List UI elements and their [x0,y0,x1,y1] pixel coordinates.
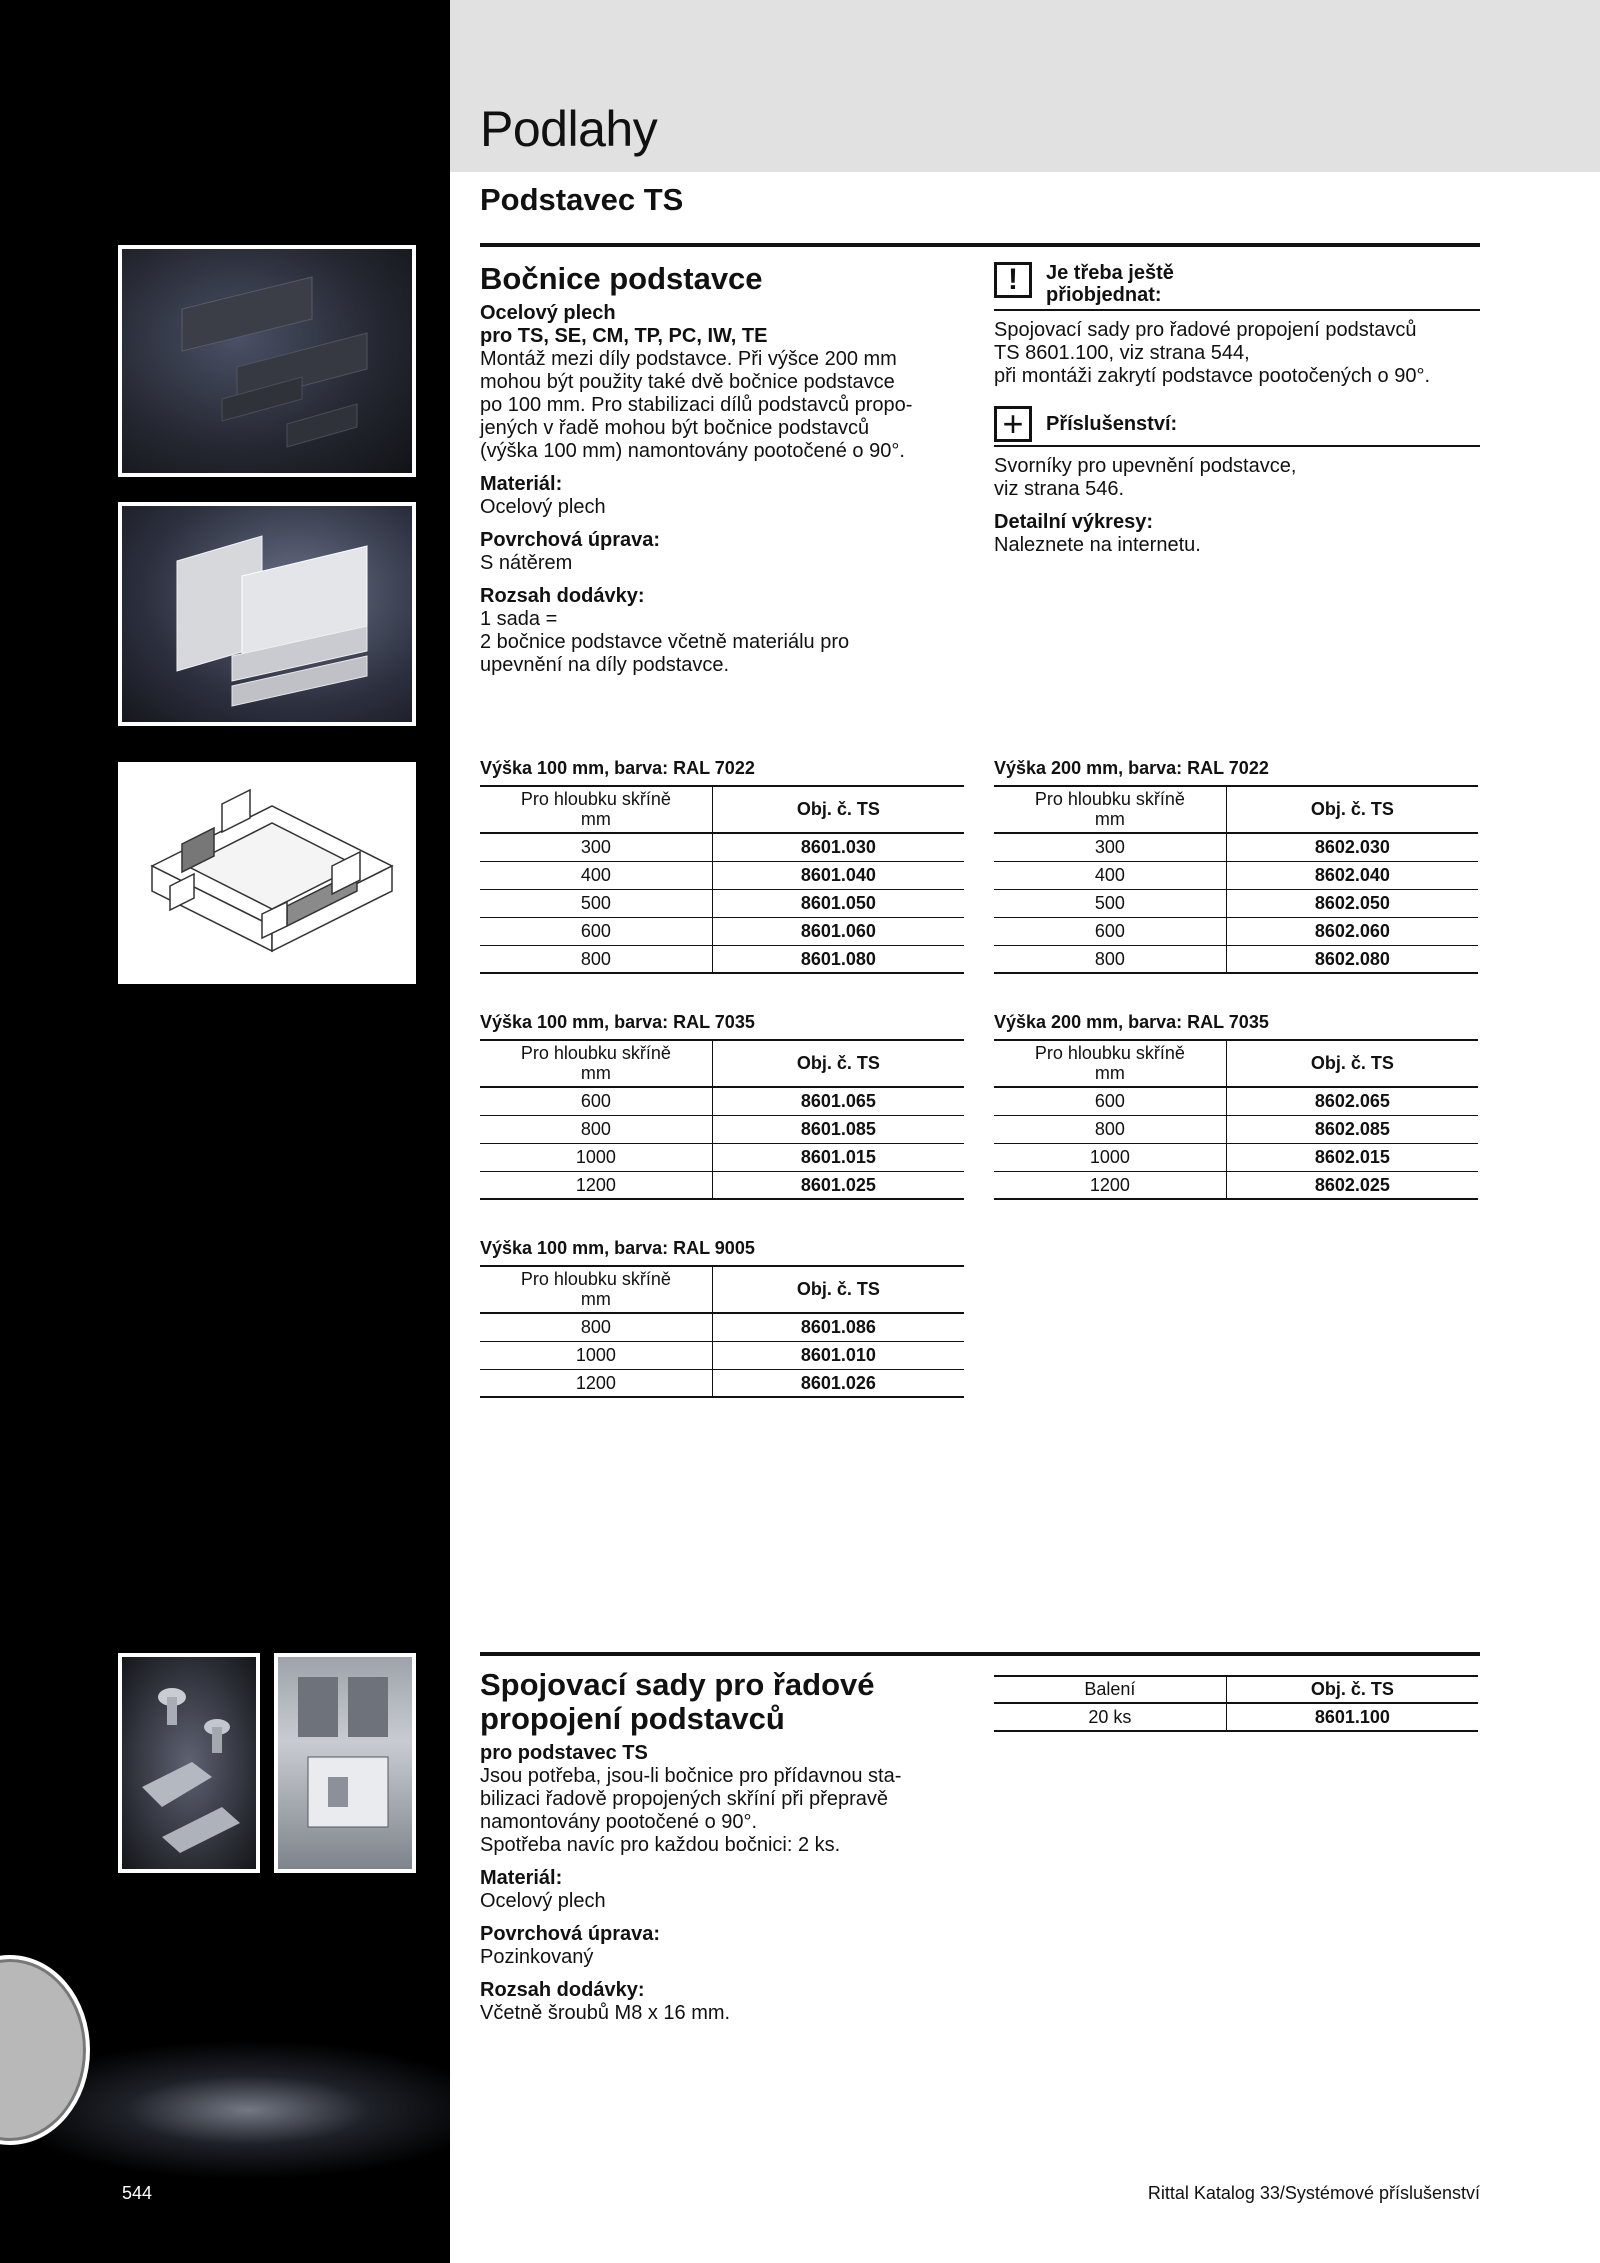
order-number-cell: 8601.015 [712,1143,964,1171]
table-row [480,917,964,945]
col-depth-header [480,1266,712,1313]
table-row [994,917,1478,945]
depth-cell: 300 [480,833,712,861]
depth-cell: 1200 [994,1171,1226,1199]
table-row [480,1341,964,1369]
order-number-cell: 8601.060 [712,917,964,945]
accessory-heading [994,403,1480,447]
header-line: Pro hloubku skříně [520,789,671,809]
description-line: Jsou potřeba, jsou-li bočnice pro přídavnou sta- [480,1765,902,1787]
col-depth-header [994,1040,1226,1087]
surface-value: S nátěrem [480,552,573,574]
delivery-line: upevnění na díly podstavce. [480,654,730,676]
order-number-cell: 8601.030 [712,833,964,861]
order-table [480,1039,964,1200]
catalog-footer: Rittal Katalog 33/Systémové příslušenství [1147,2183,1480,2203]
order-number-cell: 8601.065 [712,1087,964,1115]
order-table [994,1675,1478,1732]
description [480,1765,970,1857]
depth-cell: 800 [480,945,712,973]
delivery-label: Rozsah dodávky: [480,1979,645,2001]
compatibility: pro podstavec TS [480,1742,648,1764]
depth-cell: 1200 [480,1171,712,1199]
heading-line: propojení podstavců [480,1701,785,1736]
section-heading [480,1668,970,1736]
order-note-line: TS 8601.100, viz strana 544, [994,342,1250,364]
surface-value: Pozinkovaný [480,1946,594,1968]
accessory-title: Příslušenství: [1046,413,1178,435]
table-h100-ral9005 [480,1237,964,1398]
table-h200-ral7022 [994,757,1478,974]
accessory-line: Svorníky pro upevnění podstavce, [994,455,1297,477]
table-h200-ral7035 [994,1011,1478,1200]
order-number-cell: 8602.065 [1226,1087,1478,1115]
table-row [480,889,964,917]
description-line: Spotřeba navíc pro každou bočnici: 2 ks. [480,1834,841,1856]
col-order-header: Obj. č. TS [712,1266,964,1313]
depth-cell: 600 [994,1087,1226,1115]
depth-cell: 600 [994,917,1226,945]
table-row [994,1143,1478,1171]
order-number-cell: 8601.010 [712,1341,964,1369]
table-row [480,1143,964,1171]
order-number-cell: 8602.085 [1226,1115,1478,1143]
col-pack-header: Balení [994,1676,1226,1703]
material-label: Materiál: [480,1867,563,1889]
material-value: Ocelový plech [480,1890,606,1912]
order-number-cell: 8601.026 [712,1369,964,1397]
material-type: Ocelový plech [480,302,616,324]
depth-cell: 600 [480,1087,712,1115]
order-number-cell: 8602.050 [1226,889,1478,917]
description-line: Montáž mezi díly podstavce. Při výšce 200 mm [480,348,897,370]
page-subtitle: Podstavec TS [480,182,684,217]
compatibility: pro TS, SE, CM, TP, PC, IW, TE [480,325,768,347]
order-number-cell: 8601.100 [1226,1703,1478,1731]
header-line: mm [580,1063,611,1083]
table-row [994,945,1478,973]
description-line: po 100 mm. Pro stabilizaci dílů podstavců propo- [480,394,913,416]
table-row [480,1369,964,1397]
order-note-title-line: Je třeba ještě [1046,262,1174,284]
order-number-cell: 8601.086 [712,1313,964,1341]
depth-cell: 1200 [480,1369,712,1397]
order-number-cell: 8601.040 [712,861,964,889]
order-number-cell: 8602.025 [1226,1171,1478,1199]
depth-cell: 500 [994,889,1226,917]
heading-line: Spojovací sady pro řadové [480,1667,875,1702]
header-line: mm [1094,1063,1125,1083]
pack-cell: 20 ks [994,1703,1226,1731]
order-note-title-line: přiobjednat: [1046,284,1162,306]
delivery-value [480,608,950,677]
depth-cell: 400 [480,861,712,889]
col-order-header: Obj. č. TS [1226,1676,1478,1703]
table-h100-ral7035 [480,1011,964,1200]
delivery-line: 1 sada = [480,608,558,630]
header-line: Pro hloubku skříně [1034,1043,1185,1063]
order-note-line: Spojovací sady pro řadové propojení podstavců [994,319,1417,341]
order-number-cell: 8601.050 [712,889,964,917]
accessory-line: viz strana 546. [994,478,1125,500]
section-plinth-panels [480,262,950,677]
top-rule [480,243,1480,247]
depth-cell: 800 [480,1313,712,1341]
depth-cell: 1000 [480,1143,712,1171]
description-line: bilizaci řadově propojených skříní při přepravě [480,1788,888,1810]
order-table [480,785,964,974]
table-row [480,1115,964,1143]
table-row [994,833,1478,861]
plinth-diagram [118,762,416,984]
table-row [480,1171,964,1199]
col-depth-header [480,786,712,833]
table-row [994,1115,1478,1143]
table-row [480,1087,964,1115]
exclamation-icon: ! [994,262,1032,298]
table-row [480,945,964,973]
header-line: mm [1094,809,1125,829]
depth-cell: 1000 [994,1143,1226,1171]
table-row [480,861,964,889]
order-number-cell: 8601.085 [712,1115,964,1143]
drawings-label: Detailní výkresy: [994,511,1153,533]
table-row [994,889,1478,917]
table-caption: Výška 200 mm, barva: RAL 7035 [994,1012,1269,1032]
col-order-header: Obj. č. TS [712,1040,964,1087]
depth-cell: 600 [480,917,712,945]
col-order-header: Obj. č. TS [1226,1040,1478,1087]
table-row [480,1313,964,1341]
product-photo-assembly [274,1653,416,1873]
description-line: jených v řadě mohou být bočnice podstavců [480,417,870,439]
depth-cell: 400 [994,861,1226,889]
order-table [994,1039,1478,1200]
col-depth-header [994,786,1226,833]
table-row [480,833,964,861]
surface-label: Povrchová úprava: [480,529,661,551]
order-number-cell: 8602.060 [1226,917,1478,945]
header-line: mm [580,809,611,829]
page-number: 544 [122,2183,153,2203]
table-caption: Výška 100 mm, barva: RAL 7035 [480,1012,755,1032]
order-number-cell: 8601.080 [712,945,964,973]
product-photo-screws [118,1653,260,1873]
order-table [994,785,1478,974]
table-row [994,1171,1478,1199]
order-number-cell: 8602.015 [1226,1143,1478,1171]
section-baying-kits [480,1668,970,2025]
product-photo-light-panels [118,502,416,726]
col-order-header: Obj. č. TS [1226,786,1478,833]
delivery-label: Rozsah dodávky: [480,585,645,607]
section-heading: Bočnice podstavce [480,261,763,296]
table-caption: Výška 100 mm, barva: RAL 7022 [480,758,755,778]
header-line: Pro hloubku skříně [520,1269,671,1289]
col-order-header: Obj. č. TS [712,786,964,833]
order-number-cell: 8602.040 [1226,861,1478,889]
table-row [994,1703,1478,1731]
order-note-body [994,319,1480,388]
surface-label: Povrchová úprava: [480,1923,661,1945]
description-line: namontovány pootočené o 90°. [480,1811,758,1833]
plus-icon: + [994,406,1032,442]
order-note-heading [994,262,1480,311]
table-caption: Výška 100 mm, barva: RAL 9005 [480,1238,755,1258]
header-line: mm [580,1289,611,1309]
depth-cell: 800 [994,1115,1226,1143]
section-rule [480,1652,1480,1656]
description-line: mohou být použity také dvě bočnice podstavce [480,371,895,393]
description [480,348,950,463]
depth-cell: 800 [480,1115,712,1143]
delivery-line: 2 bočnice podstavce včetně materiálu pro [480,631,850,653]
accessory-body [994,455,1480,501]
table-row [994,861,1478,889]
header-line: Pro hloubku skříně [1034,789,1185,809]
order-note-title [1046,262,1174,306]
notes-column [994,262,1480,557]
table-pack [994,1675,1478,1732]
table-row [994,1087,1478,1115]
description-line: (výška 100 mm) namontovány pootočené o 90°. [480,440,905,462]
order-number-cell: 8602.030 [1226,833,1478,861]
order-note-line: při montáži zakrytí podstavce pootočených o 90°. [994,365,1431,387]
depth-cell: 300 [994,833,1226,861]
order-number-cell: 8601.025 [712,1171,964,1199]
depth-cell: 800 [994,945,1226,973]
col-depth-header [480,1040,712,1087]
drawings-value: Naleznete na internetu. [994,534,1201,556]
depth-cell: 500 [480,889,712,917]
material-label: Materiál: [480,473,563,495]
table-h100-ral7022 [480,757,964,974]
page-title: Podlahy [480,101,658,157]
delivery-value: Včetně šroubů M8 x 16 mm. [480,2002,731,2024]
order-table [480,1265,964,1398]
material-value: Ocelový plech [480,496,606,518]
order-number-cell: 8602.080 [1226,945,1478,973]
table-caption: Výška 200 mm, barva: RAL 7022 [994,758,1269,778]
product-photo-dark-panels [118,245,416,477]
depth-cell: 1000 [480,1341,712,1369]
header-line: Pro hloubku skříně [520,1043,671,1063]
